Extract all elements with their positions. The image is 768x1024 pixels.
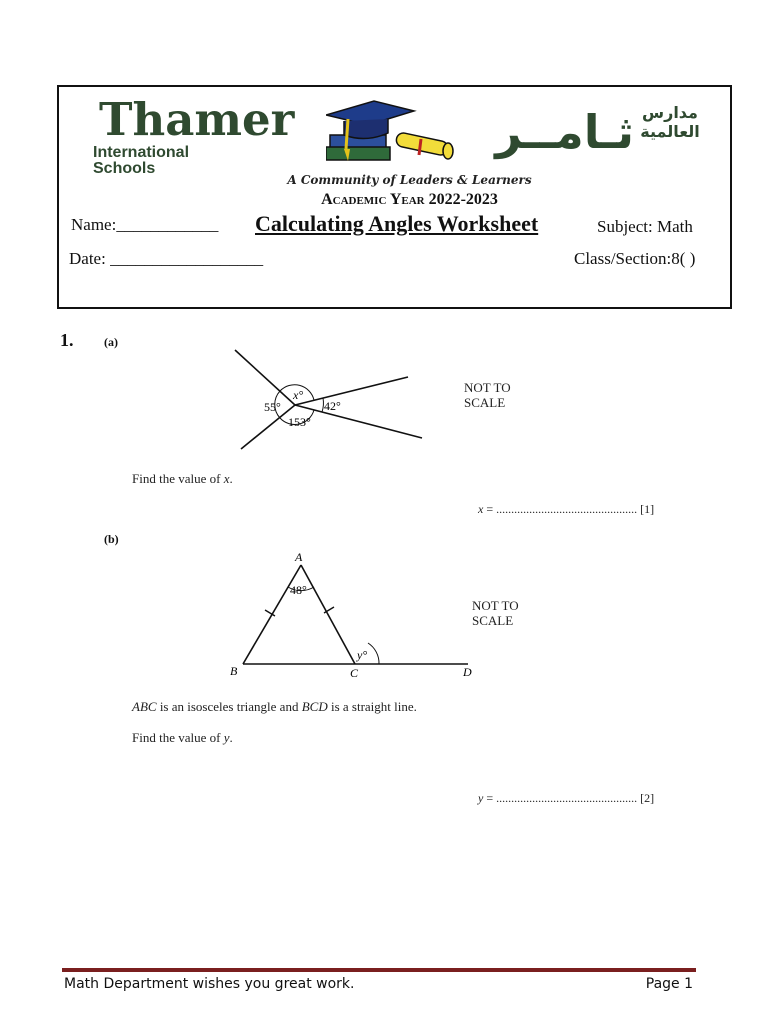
note-a-line2: SCALE bbox=[464, 395, 506, 410]
part-a-prompt bbox=[132, 471, 233, 487]
academic-years: 2022-2023 bbox=[428, 191, 498, 208]
part-b-answer-var: y bbox=[478, 791, 484, 805]
page-number: Page 1 bbox=[645, 976, 693, 992]
arabic-small-line2: العالمية bbox=[640, 122, 700, 141]
subject-label: Subject: Math bbox=[597, 217, 693, 236]
school-name: Thamer bbox=[99, 93, 295, 146]
school-sub-line2: Schools bbox=[93, 160, 156, 177]
not-to-scale-note-a bbox=[464, 380, 511, 410]
arabic-logo bbox=[489, 97, 704, 167]
angle-153-label: 153° bbox=[288, 415, 311, 429]
worksheet-title: Calculating Angles Worksheet bbox=[255, 211, 539, 236]
part-b-prompt-prefix: Find the value of bbox=[132, 730, 224, 745]
footer-message: Math Department wishes you great work. bbox=[64, 976, 355, 992]
part-b-prompt-suffix: . bbox=[229, 730, 233, 745]
note-b-line2: SCALE bbox=[472, 613, 514, 628]
part-a-answer-text: = ............................................... [1] bbox=[483, 502, 655, 516]
part-b-prompt-var: y bbox=[223, 730, 230, 745]
part-b-statement bbox=[132, 699, 417, 715]
angles-diagram bbox=[225, 345, 435, 460]
part-b-answer-line[interactable] bbox=[478, 791, 654, 806]
vertex-c-label: C bbox=[350, 666, 359, 680]
vertex-b-label: B bbox=[230, 664, 238, 678]
part-a-prompt-prefix: Find the value of bbox=[132, 471, 224, 486]
part-a-label: (a) bbox=[104, 335, 118, 349]
question-number: 1. bbox=[60, 330, 74, 350]
part-b-answer-text: = ............................................... [2] bbox=[483, 791, 655, 805]
date-field[interactable]: Date: __________________ bbox=[69, 249, 264, 268]
academic-year bbox=[59, 191, 730, 209]
arabic-logo-small bbox=[636, 103, 704, 141]
angle-42-label: 42° bbox=[324, 399, 341, 413]
part-a-prompt-var: x bbox=[223, 471, 230, 486]
name-field[interactable]: Name:____________ bbox=[71, 215, 219, 234]
motto: A Community of Leaders & Learners bbox=[287, 173, 532, 187]
part-b-statement-end: is a straight line. bbox=[327, 699, 417, 714]
school-sub-line1: International bbox=[93, 144, 190, 161]
class-section-field[interactable]: Class/Section:8( ) bbox=[574, 249, 696, 268]
school-logo bbox=[93, 93, 295, 177]
part-b-statement-v1: ABC bbox=[132, 699, 157, 714]
not-to-scale-note-b bbox=[472, 598, 519, 628]
vertex-a-label: A bbox=[295, 550, 303, 564]
part-b-statement-v2: BCD bbox=[301, 699, 328, 714]
note-b-line1: NOT TO bbox=[472, 598, 519, 613]
part-a-answer-line[interactable] bbox=[478, 502, 654, 517]
header-box bbox=[57, 85, 732, 309]
part-b-statement-mid: is an isosceles triangle and bbox=[156, 699, 302, 714]
arabic-logo-name: ثـامــر bbox=[495, 105, 634, 159]
graduation-cap-books-icon bbox=[326, 99, 461, 172]
angle-x-label: x° bbox=[293, 388, 304, 402]
academic-prefix: Academic Year bbox=[321, 191, 425, 208]
part-a-answer-var: x bbox=[478, 502, 484, 516]
part-a-prompt-suffix: . bbox=[229, 471, 233, 486]
triangle-lines bbox=[243, 565, 468, 664]
angle-48-label: 48° bbox=[290, 583, 307, 597]
angle-y-label: y° bbox=[357, 648, 368, 662]
vertex-d-label: D bbox=[463, 665, 472, 679]
note-a-line1: NOT TO bbox=[464, 380, 511, 395]
triangle-diagram bbox=[225, 545, 485, 685]
footer-rule bbox=[62, 968, 696, 972]
arabic-small-line1: مدارس bbox=[642, 103, 698, 122]
part-b-label: (b) bbox=[104, 532, 119, 546]
angle-55-label: 55° bbox=[264, 400, 281, 414]
part-b-prompt bbox=[132, 730, 233, 746]
